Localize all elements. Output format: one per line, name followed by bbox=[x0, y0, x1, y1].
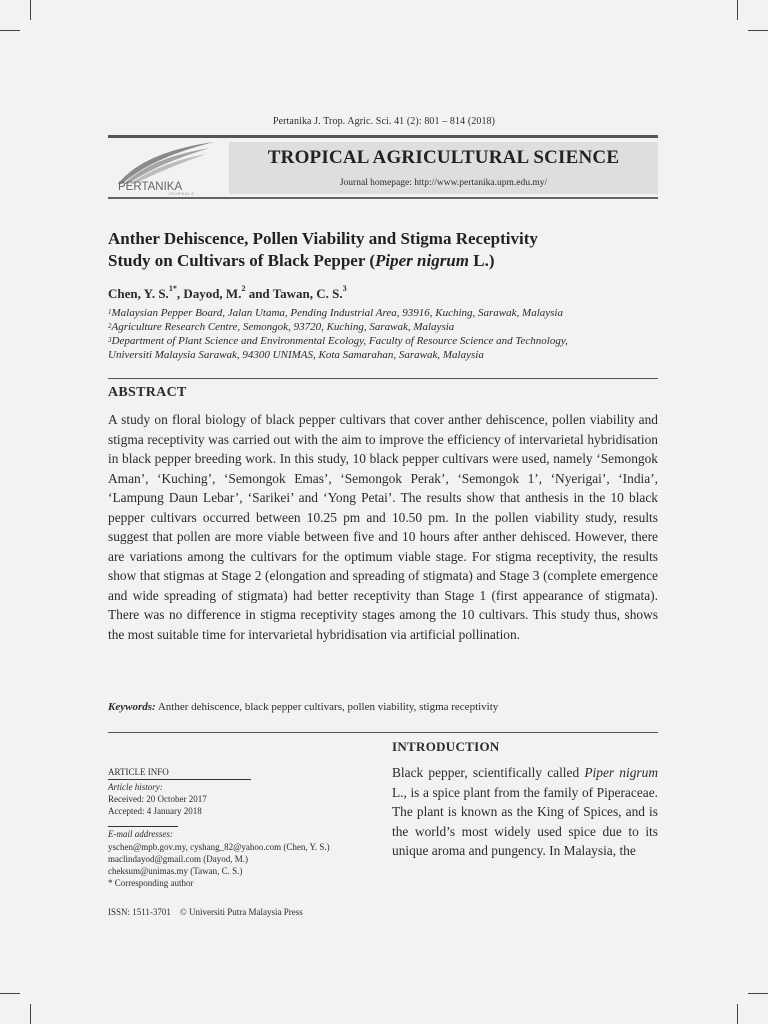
introduction-heading: INTRODUCTION bbox=[392, 739, 500, 754]
email-address: yschen@mpb.gov.my, cyshang_82@yahoo.com (Chen, Y. S.) bbox=[108, 842, 330, 852]
introduction-text: Black pepper, scientifically called Piper nigrum L., is a spice plant from the family of Piperaceae. The plant is known as the King of Spices, and is the world’s most widely used spice due to its unique aroma and pungency. In Malaysia, the bbox=[392, 765, 658, 858]
section-rule bbox=[108, 378, 658, 379]
email-address: cheksum@unimas.my (Tawan, C. S.) bbox=[108, 866, 243, 876]
affiliation: Universiti Malaysia Sarawak, 94300 UNIMAS, Kota Samarahan, Sarawak, Malaysia bbox=[108, 349, 484, 361]
crop-mark bbox=[30, 0, 31, 20]
email-address: maclindayod@gmail.com (Dayod, M.) bbox=[108, 854, 249, 864]
issn: ISSN: 1511-3701 bbox=[108, 907, 171, 917]
author-name: Tawan, C. S. bbox=[272, 286, 343, 301]
abstract-text: A study on floral biology of black pepper cultivars that cover anther dehiscence, pollen viability and stigma receptivity was carried out with the aim to improve the efficiency of intervarietal hybridisation in black pepper breeding work. In this study, 10 black pepper cultivars were used, namely ‘Semongok Aman’, ‘Kuching’, ‘Semongok Emas’, ‘Semongok Perak’, ‘Semongok 1’, ‘Nyerigai’, ‘India’, ‘Lampung Daun Lebar’, ‘Sarikei’ and ‘Yong Petai’. The results show that anthesis in the 10 black pepper cultivars occurred between 10.25 pm and 10.50 pm. In the pollen viability study, results suggest that pollen are more viable between five and 10 hours after anther dehisced. However, there are variations among the cultivars for the optimum viable stage. For stigma receptivity, the results show that stigmas at Stage 2 (elongation and spreading of stigmata) and Stage 3 (complete emergence and wide spreading of stigmata) had better receptivity than Stage 1 (first appearance of stigmata). There was no difference in stigma receptivity stages among the 10 cultivars. This study thus, shows the most suitable time for intervarietal hybridisation via artificial pollination. bbox=[108, 412, 658, 642]
journal-citation: Pertanika J. Trop. Agric. Sci. 41 (2): 801 – 814 (2018) bbox=[272, 116, 496, 127]
journal-name: TROPICAL AGRICULTURAL SCIENCE bbox=[267, 147, 620, 168]
crop-mark bbox=[0, 993, 20, 994]
email-rule bbox=[108, 826, 178, 827]
author-list: Chen, Y. S.$^{1*}$, Dayod, M.$^2$ and Tawan, C. S.$^3$ bbox=[108, 284, 347, 301]
affiliation: $^1$Malaysian Pepper Board, Jalan Utama, Pending Industrial Area, 93916, Kuching, Sarawak, Malaysia bbox=[108, 307, 563, 319]
abstract-heading: ABSTRACT bbox=[108, 385, 187, 400]
crop-mark bbox=[748, 30, 768, 31]
issn-footer bbox=[108, 907, 303, 917]
title-line-1: Anther Dehiscence, Pollen Viability and Stigma Receptivity bbox=[108, 229, 538, 248]
article-history-label: Article history: bbox=[108, 782, 163, 792]
affiliations bbox=[108, 306, 668, 362]
pertanika-swoosh-icon bbox=[110, 140, 228, 196]
keywords-label: Keywords: bbox=[108, 701, 156, 713]
journal-homepage: Journal homepage: http://www.pertanika.upm.edu.my/ bbox=[339, 178, 548, 188]
keywords-list: Anther dehiscence, black pepper cultivars, pollen viability, stigma receptivity bbox=[155, 701, 499, 713]
pertanika-logo bbox=[110, 140, 228, 196]
logo-subtext: JOURNALS bbox=[168, 192, 195, 196]
paper-title bbox=[108, 228, 668, 272]
crop-mark bbox=[737, 0, 738, 20]
affiliation: $^3$Department of Plant Science and Environmental Ecology, Faculty of Resource Science and Technology, bbox=[108, 335, 568, 347]
crop-mark bbox=[748, 993, 768, 994]
title-line-2: Study on Cultivars of Black Pepper (Piper nigrum L.) bbox=[108, 251, 495, 270]
crop-mark bbox=[737, 1004, 738, 1024]
publisher: © Universiti Putra Malaysia Press bbox=[179, 907, 303, 917]
keywords bbox=[108, 701, 498, 713]
logo-text: PERTANIKA bbox=[118, 181, 183, 193]
author-name: Dayod, M. bbox=[183, 286, 242, 301]
crop-mark bbox=[0, 30, 20, 31]
accepted-date: Accepted: 4 January 2018 bbox=[108, 806, 202, 816]
header-rule-bottom bbox=[108, 197, 658, 199]
article-info-rule bbox=[108, 779, 251, 780]
section-rule bbox=[108, 732, 658, 733]
header-rule-top bbox=[108, 135, 658, 138]
email-label: E-mail addresses: bbox=[108, 829, 173, 839]
corresponding-author-note: * Corresponding author bbox=[108, 878, 194, 888]
author-name: Chen, Y. S. bbox=[108, 286, 169, 301]
affiliation: $^2$Agriculture Research Centre, Semongok, 93720, Kuching, Sarawak, Malaysia bbox=[108, 321, 455, 333]
received-date: Received: 20 October 2017 bbox=[108, 794, 207, 804]
crop-mark bbox=[30, 1004, 31, 1024]
article-info-title: ARTICLE INFO bbox=[108, 767, 169, 777]
